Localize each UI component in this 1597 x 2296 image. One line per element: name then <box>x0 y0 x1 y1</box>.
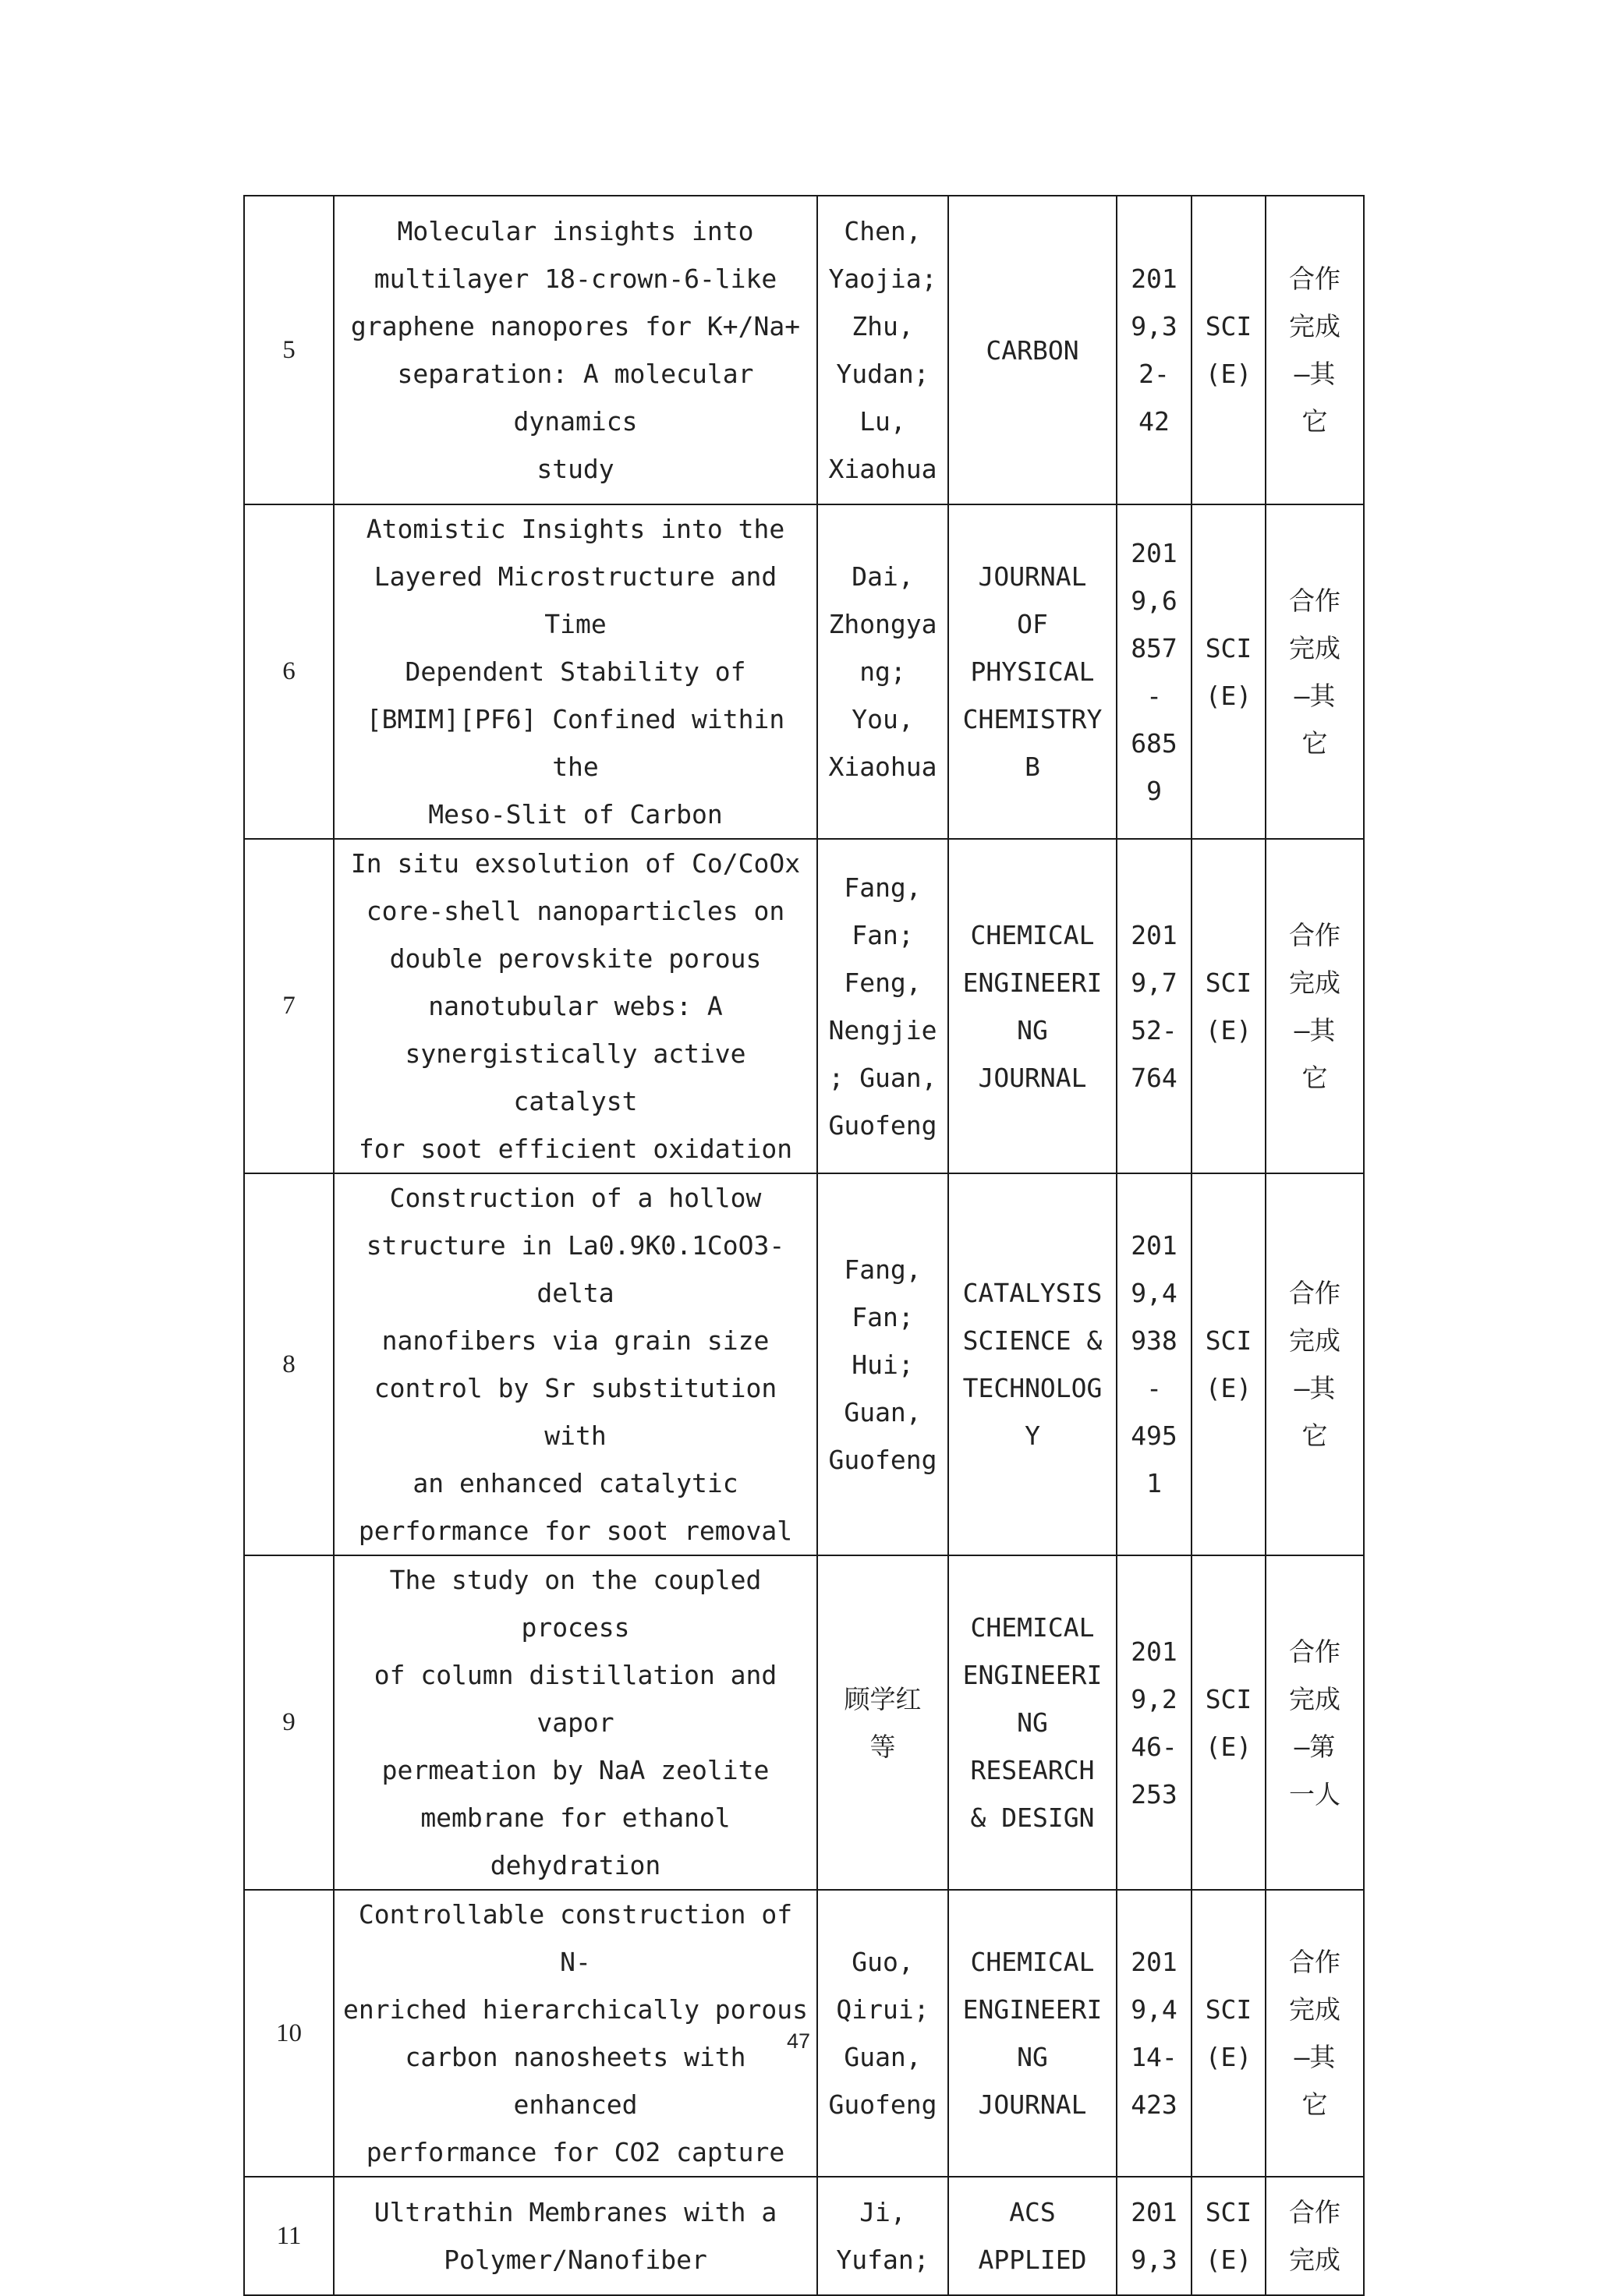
completion-type: 合作 完成 —其 它 <box>1266 196 1364 504</box>
table-row <box>244 1555 1364 1890</box>
row-index: 10 <box>244 1890 334 2177</box>
completion-type: 合作 完成 —第 一人 <box>1266 1555 1364 1890</box>
journal-name: CATALYSIS SCIENCE & TECHNOLOG Y <box>948 1173 1117 1555</box>
publication-info: 201 9,3 2- 42 <box>1117 196 1192 504</box>
paper-authors: Dai, Zhongya ng; You, Xiaohua <box>817 504 948 839</box>
table-row <box>244 504 1364 839</box>
index-type: SCI (E) <box>1192 196 1266 504</box>
index-type: SCI (E) <box>1192 504 1266 839</box>
paper-title: Molecular insights into multilayer 18-crown-6-like graphene nanopores for K+/Na+ separation: A molecular dynamics study <box>334 196 817 504</box>
paper-authors: Chen, Yaojia; Zhu, Yudan; Lu, Xiaohua <box>817 196 948 504</box>
row-index: 6 <box>244 504 334 839</box>
table-row <box>244 1173 1364 1555</box>
index-type: SCI (E) <box>1192 1173 1266 1555</box>
journal-name: JOURNAL OF PHYSICAL CHEMISTRY B <box>948 504 1117 839</box>
paper-title: Construction of a hollow structure in La0.9K0.1CoO3-delta nanofibers via grain size control by Sr substitution with an enhanced catalytic performance for soot removal <box>334 1173 817 1555</box>
publications-table <box>243 195 1365 2296</box>
paper-authors: Fang, Fan; Feng, Nengjie ; Guan, Guofeng <box>817 839 948 1173</box>
index-type: SCI (E) <box>1192 1555 1266 1890</box>
paper-authors: 顾学红 等 <box>817 1555 948 1890</box>
completion-type: 合作 完成 —其 它 <box>1266 504 1364 839</box>
publication-info: 201 9,6 857 - 685 9 <box>1117 504 1192 839</box>
paper-title: Atomistic Insights into the Layered Microstructure and Time Dependent Stability of [BMIM][PF6] Confined within the Meso-Slit of Carbon <box>334 504 817 839</box>
completion-type: 合作 完成 —其 它 <box>1266 839 1364 1173</box>
row-index: 11 <box>244 2177 334 2295</box>
publication-info: 201 9,3 <box>1117 2177 1192 2295</box>
row-index: 7 <box>244 839 334 1173</box>
publications-table-body <box>244 196 1364 2295</box>
publication-info: 201 9,4 938 - 495 1 <box>1117 1173 1192 1555</box>
table-row <box>244 2177 1364 2295</box>
row-index: 5 <box>244 196 334 504</box>
index-type: SCI (E) <box>1192 2177 1266 2295</box>
row-index: 9 <box>244 1555 334 1890</box>
completion-type: 合作 完成 —其 它 <box>1266 1890 1364 2177</box>
table-row <box>244 196 1364 504</box>
paper-authors: Guo, Qirui; Guan, Guofeng <box>817 1890 948 2177</box>
publication-info: 201 9,7 52- 764 <box>1117 839 1192 1173</box>
page-number: 47 <box>786 2029 811 2053</box>
journal-name: ACS APPLIED <box>948 2177 1117 2295</box>
publication-info: 201 9,4 14- 423 <box>1117 1890 1192 2177</box>
completion-type: 合作 完成 <box>1266 2177 1364 2295</box>
journal-name: CHEMICAL ENGINEERI NG RESEARCH & DESIGN <box>948 1555 1117 1890</box>
paper-title: Ultrathin Membranes with a Polymer/Nanofiber <box>334 2177 817 2295</box>
publication-info: 201 9,2 46- 253 <box>1117 1555 1192 1890</box>
index-type: SCI (E) <box>1192 839 1266 1173</box>
row-index: 8 <box>244 1173 334 1555</box>
completion-type: 合作 完成 —其 它 <box>1266 1173 1364 1555</box>
journal-name: CHEMICAL ENGINEERI NG JOURNAL <box>948 1890 1117 2177</box>
paper-title: In situ exsolution of Co/CoOx core-shell nanoparticles on double perovskite porous nanotubular webs: A synergistically active catalyst for soot efficient oxidation <box>334 839 817 1173</box>
paper-title: The study on the coupled process of column distillation and vapor permeation by NaA zeolite membrane for ethanol dehydration <box>334 1555 817 1890</box>
table-row <box>244 839 1364 1173</box>
journal-name: CARBON <box>948 196 1117 504</box>
journal-name: CHEMICAL ENGINEERI NG JOURNAL <box>948 839 1117 1173</box>
paper-title: Controllable construction of N- enriched hierarchically porous carbon nanosheets with enhanced performance for CO2 capture <box>334 1890 817 2177</box>
index-type: SCI (E) <box>1192 1890 1266 2177</box>
paper-authors: Fang, Fan; Hui; Guan, Guofeng <box>817 1173 948 1555</box>
paper-authors: Ji, Yufan; <box>817 2177 948 2295</box>
